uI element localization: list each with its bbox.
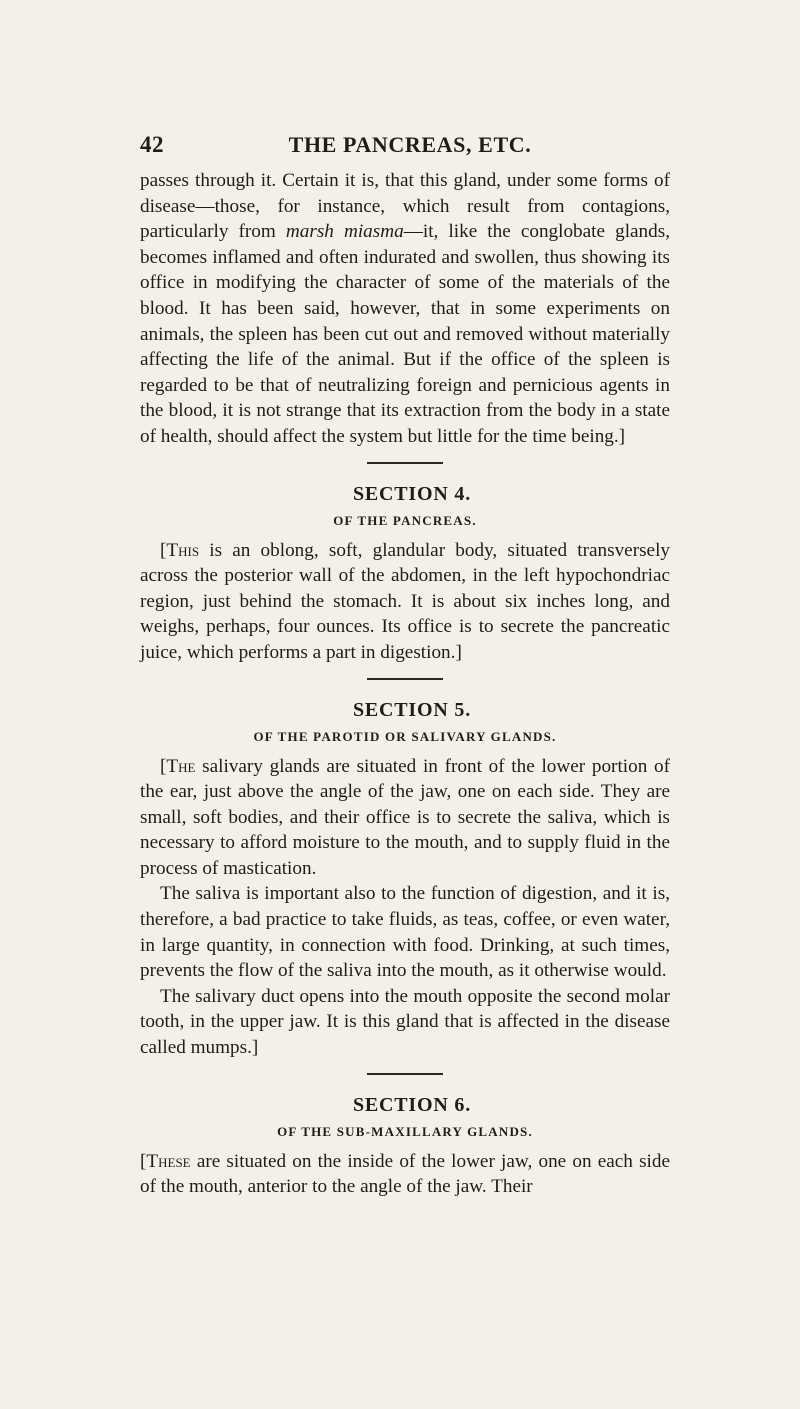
page-body [140, 168, 670, 1200]
section-paragraph [140, 538, 670, 666]
paragraph-text: is an oblong, soft, glandular body, situated transversely across the posterior wall of the abdomen, in the left hypochondriac region, just behind the stomach. It is about six inches long, and weighs, perhaps, four ounces. Its office is to secrete the pancreatic juice, which performs a part in digestion.] [140, 539, 670, 663]
paragraph-text: are situated on the inside of the lower jaw, one on each side of the mouth, anterior to the angle of the jaw. Their [140, 1150, 670, 1198]
section-paragraph [140, 1149, 670, 1200]
intro-paragraph [140, 168, 670, 450]
section-paragraph [140, 881, 670, 983]
paragraph-lead: [The [160, 755, 196, 777]
paragraph-text: salivary glands are situated in front of the lower portion of the ear, just above the angle of the jaw, one on each side. They are small, soft bodies, and their office is to secrete the saliva, which is necessary to afford moisture to the mouth, and to supply fluid in the process of mastication. [140, 755, 670, 879]
intro-text-b: —it, like the conglobate glands, becomes inflamed and often indurated and swollen, thus showing its office in modifying the character of some of the materials of the blood. It has been said, however, that in some experiments on animals, the spleen has been cut out and removed without materially affecting the life of the animal. But if the office of the spleen is regarded to be that of neutralizing foreign and pernicious agents in the blood, it is not strange that its extraction from the body in a state of health, should affect the system but little for the time being.] [140, 221, 671, 447]
section-subtitle: OF THE PANCREAS. [333, 512, 477, 528]
paragraph-text: The salivary duct opens into the mouth opposite the second molar tooth, in the upper jaw. It is this gland that is affected in the disease called mumps.] [140, 985, 670, 1059]
section-title: SECTION 5. [352, 698, 472, 721]
section-title: SECTION 4. [352, 482, 472, 505]
intro-text-a: passes through it. Certain it is, that this gland, under some forms of disease—those, for instance, which result from contagions, particularly from [140, 170, 670, 243]
section-subtitle: OF THE PAROTID OR SALIVARY GLANDS. [253, 728, 557, 744]
section-paragraph [140, 984, 670, 1061]
section-title: SECTION 6. [352, 1093, 472, 1116]
section-divider [367, 678, 443, 680]
page-number: 42 [140, 132, 164, 157]
paragraph-lead: [This [160, 539, 200, 561]
section-paragraph [140, 754, 670, 882]
section-divider [367, 462, 443, 464]
section-divider [367, 1073, 443, 1075]
paragraph-lead: [These [140, 1150, 191, 1172]
paragraph-text: The saliva is important also to the function of digestion, and it is, therefore, a bad practice to take fluids, as teas, coffee, or even water, in large quantity, in connection with food. Drinking, at such times, prevents the flow of the saliva into the mouth, as it otherwise would. [140, 883, 670, 982]
page-header [140, 132, 670, 162]
section-subtitle: OF THE SUB-MAXILLARY GLANDS. [277, 1123, 533, 1139]
running-head: THE PANCREAS, ETC. [288, 132, 532, 157]
intro-italic-term: marsh miasma [285, 221, 404, 243]
